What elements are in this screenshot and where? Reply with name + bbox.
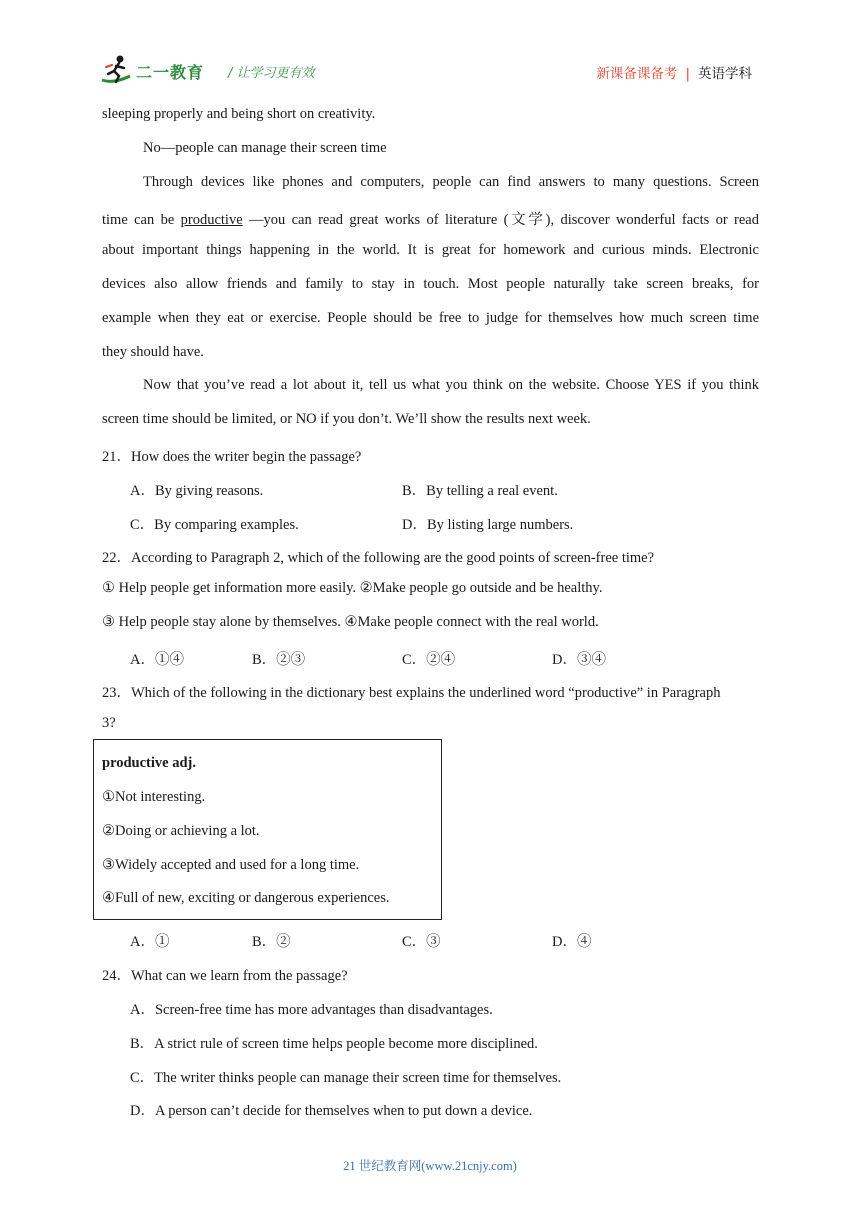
paragraph-heading: No—people can manage their screen time: [143, 140, 387, 156]
option-c: C．The writer thinks people can manage their screen time for themselves.: [130, 1070, 562, 1086]
runner-logo-icon: [100, 54, 134, 86]
passage-text: —you can read great works of literature (文学), discover wonderful facts or read: [242, 212, 759, 228]
header-right: [596, 62, 752, 82]
option-b: B．②③: [252, 652, 306, 668]
page-footer: 21 世纪教育网(www.21cnjy.com): [343, 1159, 517, 1173]
header-slogan: / 让学习更有效: [228, 66, 315, 81]
statement-line: ③ Help people stay alone by themselves. ④Make people connect with the real world.: [102, 614, 599, 630]
option-a: A．By giving reasons.: [130, 483, 264, 499]
option-b: B．By telling a real event.: [402, 483, 558, 499]
header-course-label: 新课备课备考: [596, 66, 678, 82]
page-header: [100, 54, 760, 90]
option-d: D．By listing large numbers.: [402, 517, 574, 533]
option-a: A．①: [130, 934, 170, 950]
option-c: C．By comparing examples.: [130, 517, 299, 533]
option-b: B．A strict rule of screen time helps people become more disciplined.: [130, 1036, 538, 1052]
passage-line: Now that you’ve read a lot about it, tell us what you think on the website. Choose YES if you think: [143, 377, 759, 393]
option-d: D．④: [552, 934, 592, 950]
dictionary-definition: ②Doing or achieving a lot.: [102, 823, 260, 839]
dictionary-definition: ③Widely accepted and used for a long time.: [102, 857, 360, 873]
option-d: D．③④: [552, 652, 606, 668]
option-c: C．③: [402, 934, 441, 950]
statement-line: ① Help people get information more easily. ②Make people go outside and be healthy.: [102, 580, 603, 596]
question-stem-continued: 3?: [102, 715, 116, 731]
passage-line: [102, 208, 759, 229]
option-d: D．A person can’t decide for themselves when to put down a device.: [130, 1103, 533, 1119]
passage-line: devices also allow friends and family to stay in touch. Most people naturally take screen breaks, for: [102, 276, 759, 292]
question-stem: 21．How does the writer begin the passage?: [102, 449, 362, 465]
logo: [100, 54, 220, 90]
question-stem: 22．According to Paragraph 2, which of the following are the good points of screen-free time?: [102, 550, 655, 566]
dictionary-definition: ①Not interesting.: [102, 789, 206, 805]
option-a: A．Screen-free time has more advantages than disadvantages.: [130, 1002, 493, 1018]
passage-line: sleeping properly and being short on creativity.: [102, 106, 376, 122]
option-a: A．①④: [130, 652, 184, 668]
passage-line: Through devices like phones and computers, people can find answers to many questions. Screen: [143, 174, 759, 190]
underlined-word: productive: [180, 212, 243, 228]
question-stem: 24．What can we learn from the passage?: [102, 968, 348, 984]
header-subject: 英语学科: [698, 66, 752, 82]
passage-line: screen time should be limited, or NO if you don’t. We’ll show the results next week.: [102, 411, 591, 427]
question-stem: 23．Which of the following in the dictionary best explains the underlined word “productive” in Paragraph: [102, 685, 721, 701]
option-b: B．②: [252, 934, 291, 950]
passage-text: time can be: [102, 212, 181, 228]
header-separator: |: [685, 66, 690, 82]
option-c: C．②④: [402, 652, 456, 668]
passage-line: about important things happening in the world. It is great for homework and curious minds. Electronic: [102, 242, 759, 258]
logo-text: 二一教育: [136, 63, 205, 82]
passage-line: they should have.: [102, 344, 204, 360]
dictionary-definition: ④Full of new, exciting or dangerous experiences.: [102, 890, 390, 906]
passage-line: example when they eat or exercise. People should be free to judge for themselves how much screen time: [102, 310, 759, 326]
dictionary-headword: productive adj.: [102, 755, 196, 771]
